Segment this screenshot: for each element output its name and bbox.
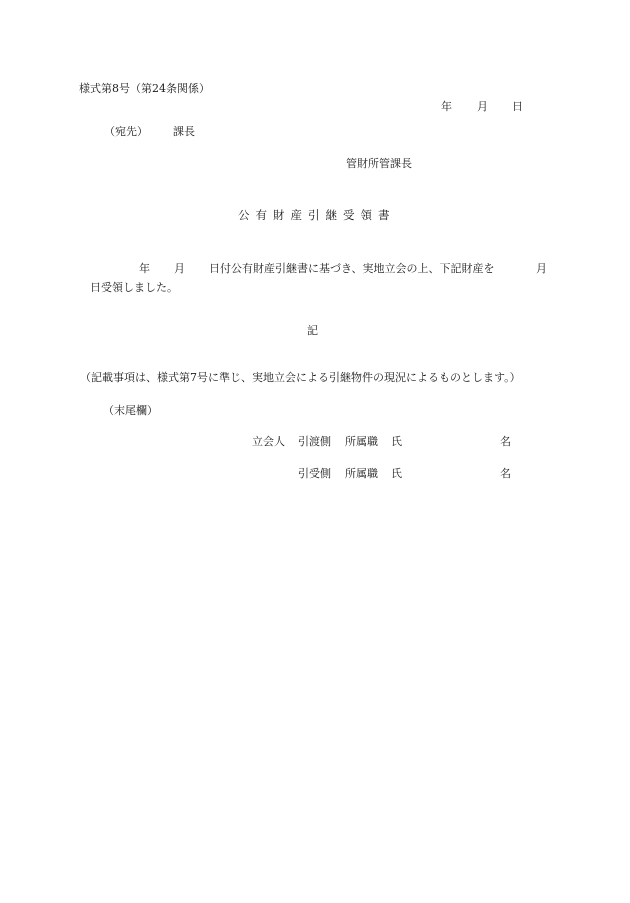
body-year-label: 年 — [139, 262, 150, 275]
witness-name-suffix: 名 — [500, 435, 511, 448]
witness-label: 立会人 — [252, 435, 285, 448]
sender-title: 管財所管課長 — [346, 157, 412, 170]
addressee-title: 課長 — [173, 125, 195, 138]
date-year-label: 年 — [441, 100, 452, 113]
witness-name-prefix: 氏 — [391, 435, 402, 448]
form-number: 様式第8号（第24条関係） — [79, 82, 210, 95]
body-month-label-2: 月 — [536, 262, 547, 275]
body-text-line1: 日付公有財産引継書に基づき、実地立会の上、下記財産を — [209, 262, 495, 275]
witness-affiliation: 所属職 — [345, 467, 378, 480]
witness-side: 引渡側 — [298, 435, 331, 448]
witness-affiliation: 所属職 — [345, 435, 378, 448]
witness-name-suffix: 名 — [500, 467, 511, 480]
note-text: （記載事項は、様式第7号に準じ、実地立会による引継物件の現況によるものとします。） — [80, 371, 521, 384]
footer-label: （末尾欄） — [103, 404, 158, 417]
body-text-line2: 日受領しました。 — [90, 281, 178, 294]
addressee-prefix: （宛先） — [104, 125, 148, 138]
body-month-label: 月 — [174, 262, 185, 275]
date-day-label: 日 — [512, 100, 523, 113]
witness-side: 引受側 — [298, 467, 331, 480]
witness-name-prefix: 氏 — [391, 467, 402, 480]
ki-heading: 記 — [307, 324, 318, 337]
document-title: 公有財産引継受領書 — [238, 208, 396, 222]
date-month-label: 月 — [477, 100, 488, 113]
